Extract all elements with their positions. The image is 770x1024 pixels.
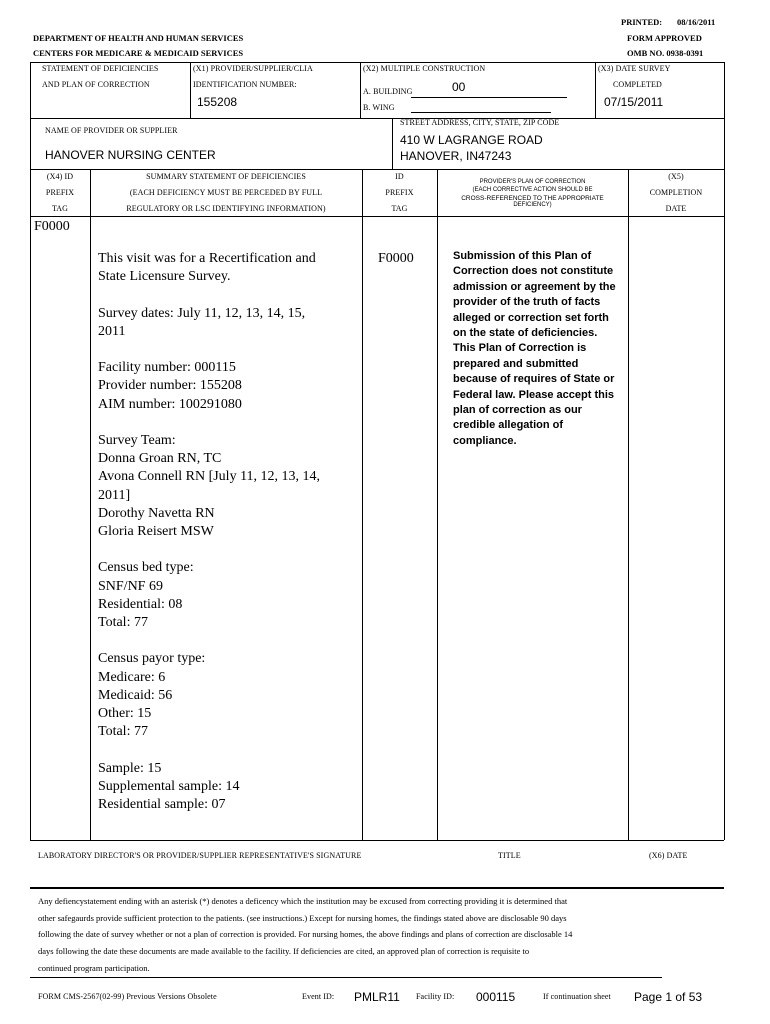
poc-line: Submission of this Plan of [453,250,592,262]
summary-line: Census payor type: [98,651,206,667]
poc-header-1: PROVIDER'S PLAN OF CORRECTION [479,179,586,185]
x4-header-2: PREFIX [45,188,75,197]
poc-line: because of requires of State or [453,373,615,386]
summary-line: Dorothy Navetta RN [98,505,215,521]
summary-line: SNF/NF 69 [98,578,163,594]
x2-label: (X2) MULTIPLE CONSTRUCTION [363,64,486,73]
summary-line: Medicaid: 56 [98,687,173,703]
summary-line [98,541,320,559]
x5-header-2: COMPLETION [649,188,703,197]
statement-label-2: AND PLAN OF CORRECTION [42,80,150,89]
continuation-label: If continuation sheet [543,992,611,1001]
signature-date-label: (X6) DATE [649,851,688,860]
survey-completed-date: 07/15/2011 [604,95,664,109]
poc-line: Federal law. Please accept this [453,388,615,401]
statement-label-1: STATEMENT OF DEFICIENCIES [42,64,159,73]
event-id-value: PMLR11 [354,990,400,1004]
summary-line: Total: 77 [98,724,148,740]
x3-label: (X3) DATE SURVEY [598,64,671,73]
summary-line [98,741,320,759]
summary-statement [98,250,320,814]
prefix-tag: F0000 [34,219,70,234]
summary-header-1: SUMMARY STATEMENT OF DEFICIENCIES [146,172,306,181]
address-line-1: 410 W LAGRANGE ROAD [400,133,543,147]
summary-line: Supplemental sample: 14 [98,778,240,794]
summary-line: Medicare: 6 [98,669,166,685]
x4-header-3: TAG [51,204,69,213]
summary-line [98,286,320,304]
x5-header-1: (X5) [668,172,684,181]
footnote-line: following the date of survey whether or not a plan of correction is provided. For nursing homes, the above findings and plans of correction are disclosable 14 [38,929,573,940]
summary-line: Avona Connell RN [July 11, 12, 13, 14, [98,469,321,485]
provider-name-label: NAME OF PROVIDER OR SUPPLIER [45,126,178,135]
id-header-2: PREFIX [385,188,414,197]
footnote-line: Any defiencystatement ending with an asterisk (*) denotes a deficency which the institution may be excused from correcting providing it is determined that [38,896,568,906]
poc-line: Correction does not constitute [453,265,614,278]
disclosure-footnote [38,893,572,977]
poc-line: prepared and submitted [453,357,579,370]
address-line-2: HANOVER, IN47243 [400,149,512,163]
facility-id-label: Facility ID: [416,992,455,1001]
summary-line: Facility number: 000115 [98,360,236,376]
page-indicator: Page 1 of 53 [634,990,703,1004]
summary-line: Other: 15 [98,706,152,721]
poc-line: credible allegation of [453,419,564,432]
poc-line: provider of the truth of facts [453,296,601,309]
provider-name: HANOVER NURSING CENTER [45,148,216,162]
summary-line: Residential: 08 [98,596,183,612]
director-signature-label: LABORATORY DIRECTOR'S OR PROVIDER/SUPPLIER REPRESENTATIVE'S SIGNATURE [38,851,362,860]
facility-id-value: 000115 [476,990,516,1004]
id-prefix-tag: F0000 [378,251,414,266]
x3-label-2: COMPLETED [613,80,662,89]
summary-line: Provider number: 155208 [98,378,242,394]
poc-header-2: (EACH CORRECTIVE ACTION SHOULD BE [472,187,593,193]
wing-label: B. WING [363,103,395,112]
plan-of-correction-text [453,249,616,449]
summary-line: Donna Groan RN, TC [98,451,222,467]
event-id-label: Event ID: [302,992,335,1001]
summary-line: This visit was for a Recertification and [98,251,316,266]
summary-line: AIM number: 100291080 [98,396,242,412]
poc-line: This Plan of Correction is [453,342,587,355]
summary-line: Survey dates: July 11, 12, 13, 14, 15, [98,305,306,321]
poc-line: alleged or correction set forth [453,311,609,324]
summary-line: Sample: 15 [98,760,162,776]
footnote-line: days following the date these documents are made available to the facility. If deficiencies are cited, an approved plan of correction is requisite to [38,946,530,957]
summary-line: State Licensure Survey. [98,269,231,285]
printed-label: PRINTED: [621,17,663,27]
poc-line: admission or agreement by the [453,280,616,293]
summary-header-2: (EACH DEFICIENCY MUST BE PERCEDED BY FULL [129,188,323,197]
summary-line: 2011] [98,487,131,503]
footnote-line: continued program participation. [38,962,150,973]
omb-number: OMB NO. 0938-0391 [627,48,704,58]
x1-label: (X1) PROVIDER/SUPPLIER/CLIA [193,64,313,73]
id-header-3: TAG [391,204,408,213]
poc-line: plan of correction as our [453,404,582,417]
printed-date: 08/16/2011 [677,17,716,27]
poc-header-4: DEFICIENCY) [513,202,552,208]
building-label: A. BUILDING [363,87,413,96]
provider-id-number: 155208 [197,95,238,109]
footnote-line: other safegaurds provide sufficient protection to the patients. (see instructions.) Except for nursing homes, the findings stated above are disclosable 90 days [38,912,567,923]
form-approved: FORM APPROVED [627,33,702,43]
summary-line [98,632,320,650]
building-value: 00 [452,80,466,94]
x4-header-1: (X4) ID [46,172,74,181]
summary-line: Gloria Reisert MSW [98,524,214,539]
summary-line: Total: 77 [98,615,148,630]
address-label: STREET ADDRESS, CITY, STATE, ZIP CODE [400,118,560,127]
x5-header-3: DATE [665,204,687,213]
poc-header-3: CROSS-REFERENCED TO THE APPROPRIATE [461,195,604,202]
poc-line: on the state of deficiencies. [453,327,598,340]
department-line: DEPARTMENT OF HEALTH AND HUMAN SERVICES [33,33,244,43]
summary-header-3: REGULATORY OR LSC IDENTIFYING INFORMATION) [126,204,326,213]
summary-line [98,341,320,359]
summary-line: Census bed type: [98,560,194,576]
form-number: FORM CMS-2567(02-99) Previous Versions Obsolete [38,992,217,1001]
poc-line: compliance. [453,434,517,447]
summary-line: Residential sample: 07 [98,797,226,812]
summary-line: Survey Team: [98,432,176,448]
summary-line [98,414,320,432]
summary-line: 2011 [98,323,126,339]
cms-line: CENTERS FOR MEDICARE & MEDICAID SERVICES [33,48,244,58]
x1-label-2: IDENTIFICATION NUMBER: [193,80,297,89]
title-label: TITLE [498,851,521,860]
id-header-1: ID [395,172,404,181]
